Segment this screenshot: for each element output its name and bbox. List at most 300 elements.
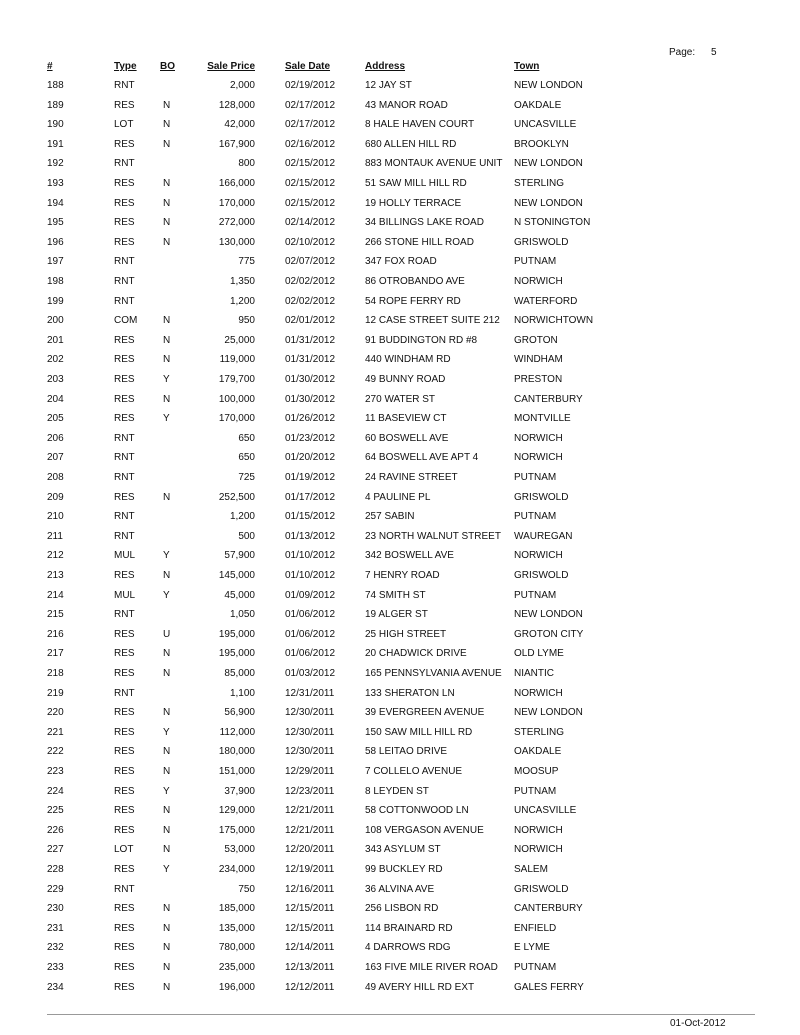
cell-sale-price: 145,000: [218, 570, 255, 581]
cell-address: 108 VERGASON AVENUE: [365, 824, 484, 836]
cell-num: 194: [47, 197, 64, 209]
header-town: Town: [514, 61, 540, 72]
table-row: [0, 668, 800, 688]
cell-sale-date: 12/21/2011: [285, 805, 335, 817]
cell-town: NORWICH: [514, 276, 563, 287]
cell-sale-price: 37,900: [224, 785, 255, 797]
cell-type: RES: [114, 962, 135, 973]
cell-num: 217: [47, 648, 64, 660]
cell-sale-price: 234,000: [218, 864, 255, 875]
cell-sale-price: 56,900: [224, 707, 255, 719]
cell-bo: Y: [163, 785, 170, 797]
cell-town: PUTNAM: [514, 962, 557, 973]
cell-sale-date: 02/10/2012: [285, 236, 336, 248]
cell-town: N STONINGTON: [514, 217, 591, 229]
cell-type: RNT: [114, 883, 135, 895]
cell-num: 205: [47, 413, 64, 425]
cell-sale-price: 196,000: [218, 981, 255, 993]
cell-town: OLD LYME: [514, 648, 564, 660]
table-row: [0, 256, 800, 276]
cell-address: 165 PENNSYLVANIA AVENUE: [365, 668, 502, 679]
cell-sale-date: 12/23/2011: [285, 785, 335, 797]
cell-address: 883 MONTAUK AVENUE UNIT: [365, 158, 503, 170]
cell-type: RES: [114, 922, 135, 934]
table-row: [0, 962, 800, 982]
cell-bo: N: [163, 668, 171, 679]
cell-town: GALES FERRY: [514, 981, 584, 993]
cell-address: 680 ALLEN HILL RD: [365, 138, 457, 150]
table-row: [0, 276, 800, 296]
cell-type: RES: [114, 570, 135, 581]
table-row: [0, 923, 800, 943]
table-row: [0, 570, 800, 590]
table-row: [0, 413, 800, 433]
cell-sale-price: 130,000: [218, 236, 255, 248]
cell-type: MUL: [114, 589, 136, 601]
cell-town: WATERFORD: [514, 295, 578, 307]
cell-address: 91 BUDDINGTON RD #8: [365, 334, 478, 346]
table-row: [0, 805, 800, 825]
table-row: [0, 707, 800, 727]
cell-num: 231: [47, 922, 64, 934]
cell-bo: N: [163, 119, 171, 131]
cell-town: OAKDALE: [514, 99, 562, 111]
cell-sale-price: 185,000: [218, 903, 255, 915]
cell-type: RES: [114, 726, 135, 738]
cell-town: GRISWOLD: [514, 883, 569, 895]
cell-sale-date: 02/15/2012: [285, 178, 336, 189]
cell-num: 234: [47, 981, 64, 993]
cell-sale-price: 170,000: [218, 197, 255, 209]
cell-address: 49 AVERY HILL RD EXT: [365, 981, 475, 993]
cell-type: RES: [114, 707, 135, 719]
cell-type: RES: [114, 668, 135, 679]
cell-town: WAUREGAN: [514, 530, 573, 542]
cell-town: NORWICH: [514, 452, 563, 464]
cell-type: RES: [114, 393, 135, 405]
footer-divider: [47, 1014, 755, 1015]
cell-num: 218: [47, 668, 64, 679]
cell-sale-price: 128,000: [218, 99, 255, 111]
cell-num: 222: [47, 746, 64, 758]
header-address: Address: [365, 61, 406, 72]
cell-sale-date: 12/30/2011: [285, 746, 335, 758]
cell-sale-price: 500: [238, 530, 255, 542]
cell-bo: N: [163, 138, 171, 150]
table-row: [0, 786, 800, 806]
cell-address: 7 HENRY ROAD: [365, 570, 440, 581]
cell-bo: N: [163, 217, 171, 229]
cell-num: 195: [47, 217, 64, 229]
cell-sale-price: 1,200: [229, 511, 255, 523]
cell-town: CANTERBURY: [514, 903, 583, 915]
cell-type: RNT: [114, 295, 135, 307]
cell-town: NEW LONDON: [514, 80, 583, 91]
cell-num: 203: [47, 374, 64, 385]
cell-sale-date: 01/31/2012: [285, 334, 336, 346]
cell-address: 256 LISBON RD: [365, 903, 439, 915]
cell-type: RNT: [114, 432, 135, 444]
cell-address: 257 SABIN: [365, 511, 415, 523]
cell-sale-price: 195,000: [218, 628, 255, 640]
cell-num: 190: [47, 119, 64, 131]
cell-sale-date: 01/03/2012: [285, 668, 336, 679]
cell-sale-date: 02/15/2012: [285, 158, 336, 170]
cell-address: 51 SAW MILL HILL RD: [365, 178, 467, 189]
cell-type: RNT: [114, 609, 135, 621]
cell-bo: N: [163, 922, 171, 934]
cell-town: PUTNAM: [514, 256, 557, 268]
table-row: [0, 942, 800, 962]
cell-num: 202: [47, 354, 64, 366]
cell-type: RES: [114, 785, 135, 797]
cell-bo: Y: [163, 550, 170, 562]
table-header: [0, 61, 800, 81]
cell-address: 114 BRAINARD RD: [365, 922, 453, 934]
cell-bo: N: [163, 942, 171, 954]
cell-sale-price: 750: [238, 883, 255, 895]
cell-bo: N: [163, 315, 171, 327]
cell-bo: Y: [163, 726, 170, 738]
table-row: [0, 433, 800, 453]
cell-address: 8 LEYDEN ST: [365, 785, 429, 797]
cell-address: 99 BUCKLEY RD: [365, 864, 443, 875]
table-row: [0, 100, 800, 120]
cell-sale-price: 272,000: [218, 217, 255, 229]
cell-num: 207: [47, 452, 64, 464]
cell-num: 229: [47, 883, 64, 895]
cell-sale-price: 650: [238, 452, 255, 464]
table-row: [0, 590, 800, 610]
cell-bo: N: [163, 178, 171, 189]
cell-sale-date: 12/31/2011: [285, 687, 335, 699]
cell-town: BROOKLYN: [514, 138, 569, 150]
cell-bo: Y: [163, 589, 170, 601]
table-row: [0, 629, 800, 649]
cell-type: MUL: [114, 550, 136, 562]
cell-sale-date: 01/20/2012: [285, 452, 336, 464]
cell-address: 347 FOX ROAD: [365, 256, 437, 268]
cell-town: NORWICH: [514, 687, 563, 699]
cell-sale-price: 179,700: [218, 374, 255, 385]
cell-bo: N: [163, 197, 171, 209]
cell-sale-price: 780,000: [218, 942, 255, 954]
cell-type: RNT: [114, 276, 135, 287]
cell-address: 58 COTTONWOOD LN: [365, 805, 469, 817]
cell-sale-price: 650: [238, 432, 255, 444]
page-label: Page:: [669, 47, 696, 58]
cell-sale-date: 12/30/2011: [285, 707, 335, 719]
cell-bo: N: [163, 981, 171, 993]
cell-sale-price: 1,050: [229, 609, 255, 621]
cell-num: 224: [47, 785, 64, 797]
cell-address: 20 CHADWICK DRIVE: [365, 648, 467, 660]
cell-town: NEW LONDON: [514, 707, 583, 719]
cell-bo: N: [163, 334, 171, 346]
cell-num: 200: [47, 315, 64, 327]
cell-type: RNT: [114, 511, 135, 523]
cell-town: GRISWOLD: [514, 570, 569, 581]
cell-num: 210: [47, 511, 64, 523]
cell-address: 25 HIGH STREET: [365, 628, 447, 640]
cell-town: NEW LONDON: [514, 609, 583, 621]
cell-bo: N: [163, 648, 171, 660]
table-row: [0, 648, 800, 668]
table-row: [0, 472, 800, 492]
cell-sale-date: 01/23/2012: [285, 432, 336, 444]
cell-sale-price: 167,900: [218, 138, 255, 150]
table-row: [0, 688, 800, 708]
table-row: [0, 825, 800, 845]
cell-sale-date: 12/15/2011: [285, 903, 335, 915]
cell-num: 209: [47, 491, 64, 503]
table-row: [0, 178, 800, 198]
cell-sale-price: 725: [238, 472, 255, 483]
cell-num: 188: [47, 80, 64, 91]
cell-bo: Y: [163, 374, 170, 385]
cell-bo: N: [163, 393, 171, 405]
cell-address: 24 RAVINE STREET: [365, 472, 458, 483]
table-row: [0, 511, 800, 531]
cell-bo: U: [163, 628, 171, 640]
cell-town: NORWICH: [514, 550, 563, 562]
cell-type: RNT: [114, 472, 135, 483]
cell-sale-date: 01/26/2012: [285, 413, 336, 425]
cell-address: 19 ALGER ST: [365, 609, 428, 621]
cell-num: 225: [47, 805, 64, 817]
cell-sale-date: 12/20/2011: [285, 844, 335, 856]
table-row: [0, 158, 800, 178]
cell-num: 233: [47, 962, 64, 973]
cell-sale-date: 01/31/2012: [285, 354, 336, 366]
cell-bo: N: [163, 491, 171, 503]
cell-sale-date: 01/10/2012: [285, 570, 336, 581]
table-row: [0, 609, 800, 629]
cell-num: 191: [47, 138, 64, 150]
cell-address: 343 ASYLUM ST: [365, 844, 441, 856]
cell-type: RNT: [114, 687, 135, 699]
cell-town: WINDHAM: [514, 354, 563, 366]
cell-address: 7 COLLELO AVENUE: [365, 766, 463, 777]
table-row: [0, 237, 800, 257]
cell-type: RES: [114, 746, 135, 758]
cell-town: NORWICH: [514, 824, 563, 836]
footer-date: 01-Oct-2012: [670, 1018, 726, 1029]
cell-town: MOOSUP: [514, 766, 559, 777]
cell-type: RES: [114, 354, 135, 366]
cell-town: PUTNAM: [514, 511, 557, 523]
header-bo: BO: [160, 61, 175, 72]
cell-address: 86 OTROBANDO AVE: [365, 276, 465, 287]
cell-bo: Y: [163, 413, 170, 425]
cell-sale-date: 01/19/2012: [285, 472, 336, 483]
cell-town: NEW LONDON: [514, 197, 583, 209]
cell-type: RES: [114, 334, 135, 346]
cell-num: 198: [47, 276, 64, 287]
cell-sale-date: 01/09/2012: [285, 589, 336, 601]
cell-sale-price: 1,350: [229, 276, 255, 287]
cell-type: RES: [114, 491, 135, 503]
cell-sale-date: 02/07/2012: [285, 256, 336, 268]
cell-sale-price: 1,200: [229, 295, 255, 307]
cell-sale-date: 02/16/2012: [285, 138, 336, 150]
table-row: [0, 374, 800, 394]
cell-address: 440 WINDHAM RD: [365, 354, 451, 366]
cell-sale-price: 119,000: [219, 354, 255, 366]
table-row: [0, 80, 800, 100]
cell-bo: N: [163, 570, 171, 581]
cell-type: RES: [114, 824, 135, 836]
table-row: [0, 452, 800, 472]
cell-bo: Y: [163, 864, 170, 875]
cell-town: NORWICHTOWN: [514, 315, 594, 327]
header-sale-price: Sale Price: [207, 61, 255, 72]
cell-num: 204: [47, 393, 64, 405]
cell-num: 193: [47, 178, 64, 189]
table-row: [0, 394, 800, 414]
header-num: #: [47, 61, 53, 72]
cell-town: ENFIELD: [514, 922, 557, 934]
cell-type: LOT: [114, 119, 134, 131]
cell-sale-date: 02/01/2012: [285, 315, 336, 327]
cell-town: GRISWOLD: [514, 236, 569, 248]
cell-type: RES: [114, 138, 135, 150]
table-row: [0, 727, 800, 747]
cell-num: 197: [47, 256, 64, 268]
cell-address: 49 BUNNY ROAD: [365, 374, 446, 385]
cell-sale-date: 02/17/2012: [285, 99, 336, 111]
table-row: [0, 844, 800, 864]
cell-address: 34 BILLINGS LAKE ROAD: [365, 217, 484, 229]
cell-address: 36 ALVINA AVE: [365, 883, 435, 895]
cell-type: RES: [114, 178, 135, 189]
table-row: [0, 550, 800, 570]
cell-num: 232: [47, 942, 64, 954]
cell-type: RES: [114, 864, 135, 875]
cell-sale-price: 112,000: [219, 726, 255, 738]
cell-sale-date: 02/02/2012: [285, 295, 336, 307]
cell-bo: N: [163, 962, 171, 973]
cell-type: RNT: [114, 80, 135, 91]
cell-sale-price: 100,000: [218, 393, 255, 405]
cell-num: 199: [47, 295, 64, 307]
cell-num: 221: [47, 726, 64, 738]
table-row: [0, 746, 800, 766]
cell-type: RES: [114, 981, 135, 993]
cell-address: 54 ROPE FERRY RD: [365, 295, 461, 307]
cell-sale-price: 175,000: [218, 824, 255, 836]
cell-num: 212: [47, 550, 64, 562]
cell-town: STERLING: [514, 178, 565, 189]
cell-type: RES: [114, 217, 135, 229]
cell-num: 227: [47, 844, 64, 856]
cell-sale-date: 12/30/2011: [285, 726, 335, 738]
cell-sale-price: 166,000: [218, 178, 255, 189]
cell-num: 230: [47, 903, 64, 915]
cell-bo: N: [163, 99, 171, 111]
cell-bo: N: [163, 354, 171, 366]
cell-address: 74 SMITH ST: [365, 589, 426, 601]
table-row: [0, 296, 800, 316]
cell-sale-price: 180,000: [218, 746, 255, 758]
cell-sale-date: 12/13/2011: [285, 962, 335, 973]
cell-town: GROTON: [514, 334, 558, 346]
cell-town: E LYME: [514, 942, 550, 954]
cell-address: 23 NORTH WALNUT STREET: [365, 530, 501, 542]
table-row: [0, 903, 800, 923]
cell-type: RES: [114, 99, 135, 111]
cell-town: STERLING: [514, 726, 565, 738]
cell-sale-date: 02/02/2012: [285, 276, 336, 287]
cell-sale-date: 01/15/2012: [285, 511, 336, 523]
cell-type: RES: [114, 374, 135, 385]
cell-sale-date: 12/16/2011: [285, 883, 335, 895]
cell-sale-date: 01/17/2012: [285, 491, 336, 503]
cell-num: 206: [47, 432, 64, 444]
cell-address: 270 WATER ST: [365, 393, 436, 405]
cell-address: 4 PAULINE PL: [365, 491, 431, 503]
cell-num: 228: [47, 864, 64, 875]
cell-sale-date: 01/06/2012: [285, 609, 336, 621]
cell-address: 8 HALE HAVEN COURT: [365, 119, 475, 131]
cell-address: 163 FIVE MILE RIVER ROAD: [365, 962, 498, 973]
cell-sale-date: 01/30/2012: [285, 393, 336, 405]
cell-type: RNT: [114, 158, 135, 170]
cell-sale-date: 01/06/2012: [285, 648, 336, 660]
cell-num: 211: [47, 530, 63, 542]
cell-num: 213: [47, 570, 64, 581]
cell-address: 266 STONE HILL ROAD: [365, 236, 474, 248]
cell-sale-price: 252,500: [218, 491, 255, 503]
cell-town: NIANTIC: [514, 668, 554, 679]
cell-type: RES: [114, 236, 135, 248]
cell-address: 19 HOLLY TERRACE: [365, 197, 462, 209]
cell-type: RES: [114, 805, 135, 817]
cell-sale-price: 53,000: [224, 844, 255, 856]
table-row: [0, 982, 800, 1002]
cell-town: PUTNAM: [514, 472, 557, 483]
table-row: [0, 335, 800, 355]
cell-town: NEW LONDON: [514, 158, 583, 170]
cell-town: OAKDALE: [514, 746, 562, 758]
cell-town: UNCASVILLE: [514, 805, 577, 817]
table-row: [0, 198, 800, 218]
cell-town: PRESTON: [514, 374, 563, 385]
cell-num: 216: [47, 628, 64, 640]
cell-sale-price: 57,900: [224, 550, 255, 562]
cell-type: RES: [114, 903, 135, 915]
cell-address: 4 DARROWS RDG: [365, 942, 451, 954]
table-row: [0, 119, 800, 139]
cell-address: 60 BOSWELL AVE: [365, 432, 449, 444]
cell-sale-price: 129,000: [218, 805, 255, 817]
table-row: [0, 315, 800, 335]
cell-num: 215: [47, 609, 64, 621]
cell-address: 58 LEITAO DRIVE: [365, 746, 448, 758]
cell-sale-date: 01/10/2012: [285, 550, 336, 562]
cell-type: RES: [114, 413, 135, 425]
cell-sale-date: 01/30/2012: [285, 374, 336, 385]
cell-town: MONTVILLE: [514, 413, 571, 425]
cell-sale-price: 775: [238, 256, 255, 268]
cell-sale-price: 135,000: [218, 922, 255, 934]
cell-sale-price: 235,000: [218, 962, 255, 973]
cell-address: 64 BOSWELL AVE APT 4: [365, 452, 479, 464]
cell-num: 201: [47, 334, 64, 346]
cell-sale-price: 85,000: [224, 668, 255, 679]
cell-num: 220: [47, 707, 64, 719]
cell-type: COM: [114, 315, 138, 327]
